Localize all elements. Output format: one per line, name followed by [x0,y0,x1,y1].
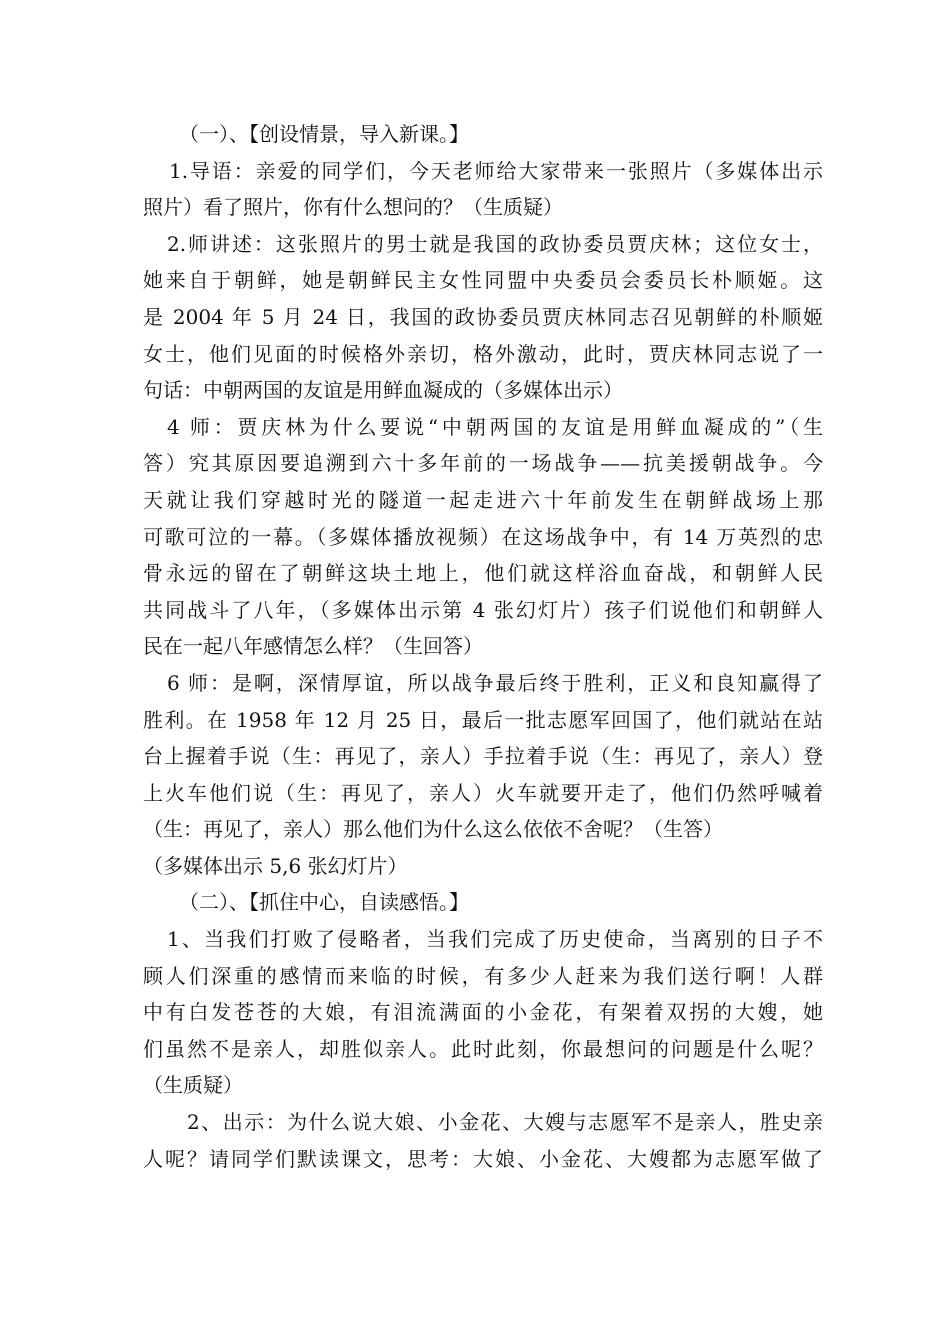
text-line: 她来自于朝鲜，她是朝鲜民主女性同盟中央委员会委员长朴顺姬。这 [143,268,823,293]
text-line: 天就让我们穿越时光的隧道一起走进六十年前发生在朝鲜战场上那 [143,487,823,512]
text-line: 句话：中朝两国的友谊是用鲜血凝成的（多媒体出示） [143,378,623,403]
text-line: 女士，他们见面的时候格外亲切，格外激动，此时，贾庆林同志说了一 [143,341,823,366]
text-line: 顾人们深重的感情而来临的时候，有多少人赶来为我们送行啊！人群 [143,963,823,988]
text-line: 民在一起八年感情怎么样？（生回答） [143,634,483,659]
text-line: （生：再见了，亲人）那么他们为什么这么依依不舍呢？（生答） [143,817,723,842]
text-line: 答）究其原因要追溯到六十多年前的一场战争——抗美援朝战争。今 [143,451,823,476]
text-line: 6 师：是啊，深情厚谊，所以战争最后终于胜利，正义和良知赢得了 [167,670,823,695]
text-line: 台上握着手说（生：再见了，亲人）手拉着手说（生：再见了，亲人）登 [143,744,823,769]
document-body [143,116,823,1177]
text-line: （一）、【创设情景，导入新课。】 [179,122,469,146]
text-line: （多媒体出示 5,6 张幻灯片） [143,853,408,878]
text-line: 人呢？请同学们默读课文，思考：大娘、小金花、大嫂都为志愿军做了 [143,1146,823,1171]
text-line: 们虽然不是亲人，却胜似亲人。此时此刻，你最想问的问题是什么呢？ [143,1036,823,1061]
text-line: 是 2004 年 5 月 24 日，我国的政协委员贾庆林同志召见朝鲜的朴顺姬 [143,304,823,329]
text-line: 2.师讲述：这张照片的男士就是我国的政协委员贾庆林；这位女士， [167,231,823,256]
text-line: 上火车他们说（生：再见了，亲人）火车就要开走了，他们仍然呼喊着 [143,780,823,805]
text-line: （二）、【抓住中心，自读感悟。】 [179,890,469,915]
text-line: 中有白发苍苍的大娘，有泪流满面的小金花，有架着双拐的大嫂，她 [143,1000,823,1025]
text-line: 胜利。在 1958 年 12 月 25 日，最后一批志愿军回国了，他们就站在站 [143,707,823,732]
text-line: （生质疑） [143,1073,243,1098]
text-line: 骨永远的留在了朝鲜这块土地上，他们就这样浴血奋战，和朝鲜人民 [143,561,823,586]
text-line: 4 师：贾庆林为什么要说“中朝两国的友谊是用鲜血凝成的”（生 [167,414,823,439]
text-line: 2、出示：为什么说大娘、小金花、大嫂与志愿军不是亲人，胜史亲 [187,1110,823,1135]
text-line: 共同战斗了八年，（多媒体出示第 4 张幻灯片）孩子们说他们和朝鲜人 [143,597,823,622]
text-line: 可歌可泣的一幕。（多媒体播放视频）在这场战争中，有 14 万英烈的忠 [143,524,823,549]
text-line: 1.导语：亲爱的同学们，今天老师给大家带来一张照片（多媒体出示 [169,158,823,183]
text-line: 照片）看了照片，你有什么想问的？（生质疑） [143,195,563,220]
text-line: 1、当我们打败了侵略者，当我们完成了历史使命，当离别的日子不 [167,927,823,952]
